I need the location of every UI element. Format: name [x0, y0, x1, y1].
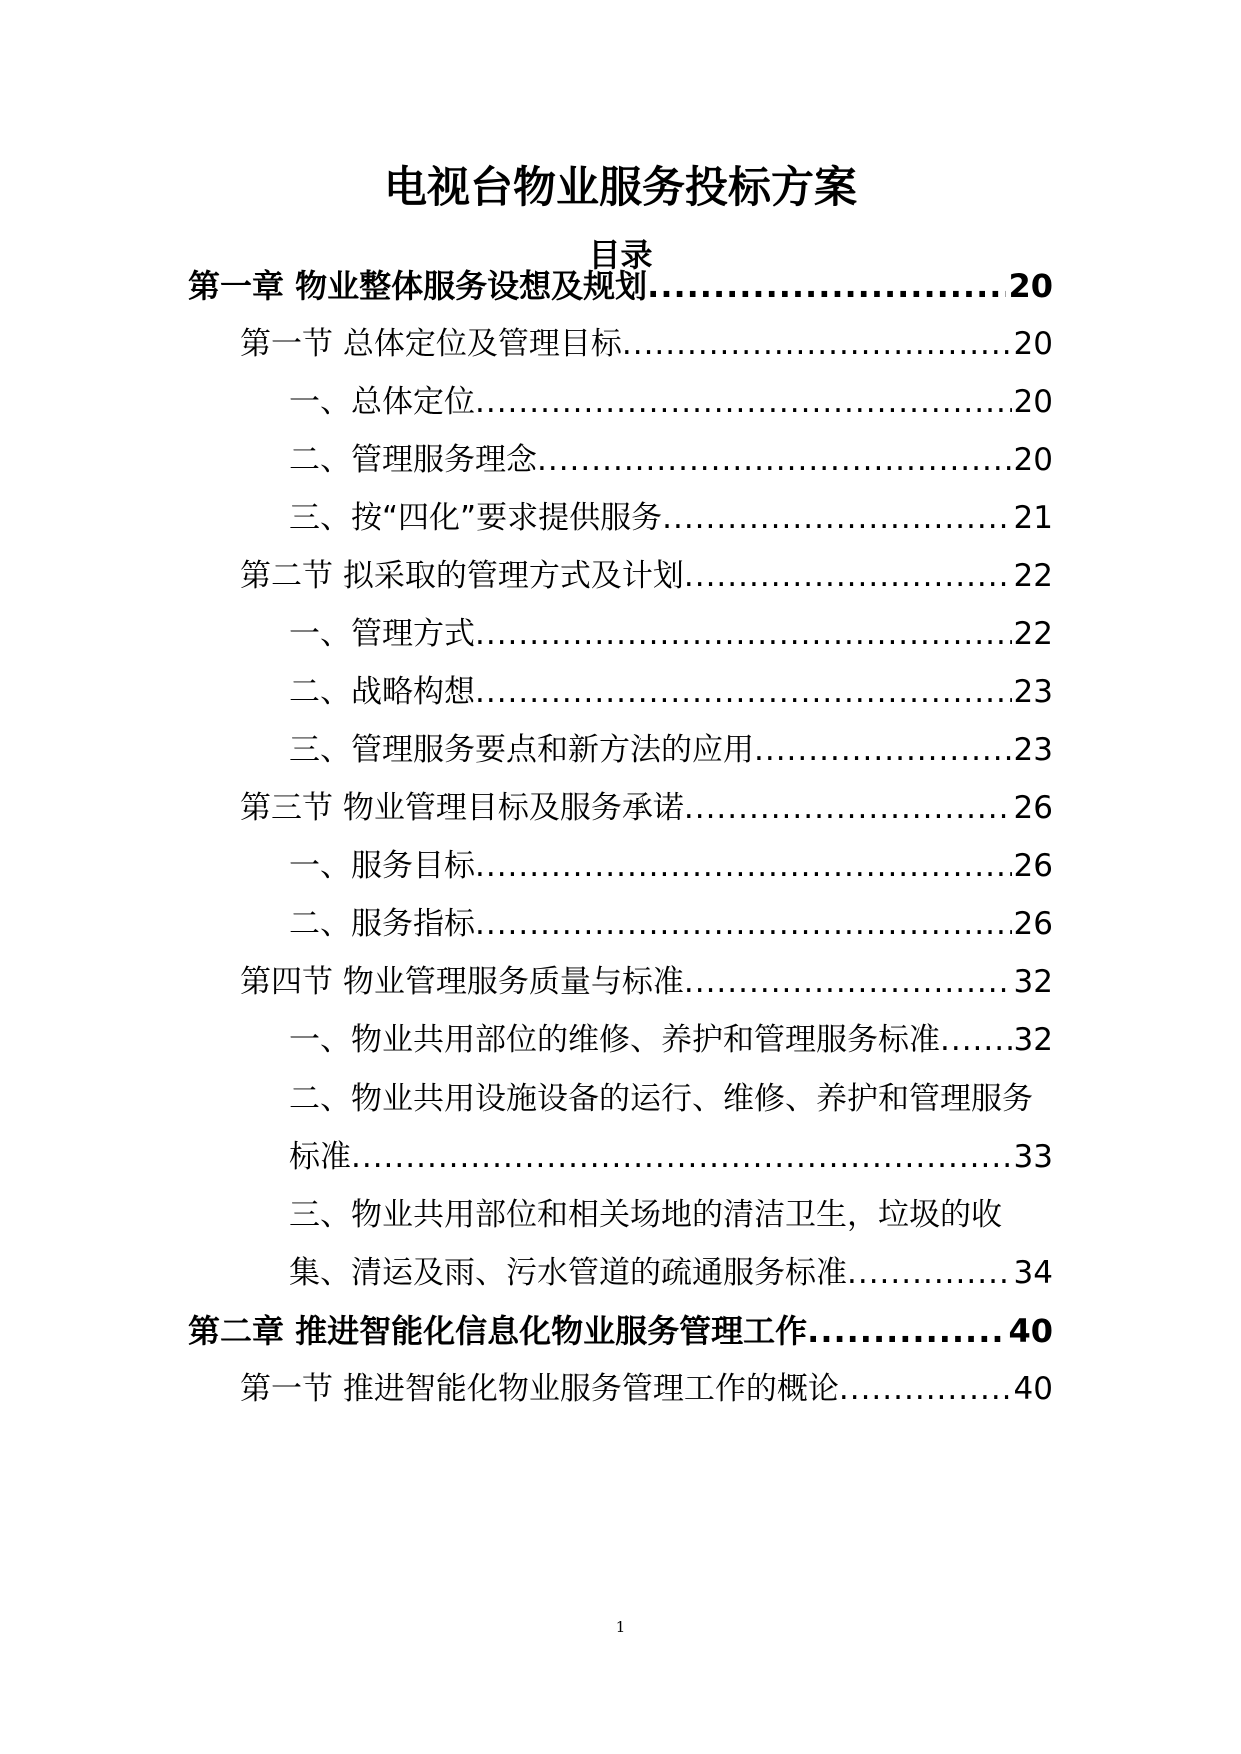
toc-item[interactable] — [289, 495, 1053, 541]
toc-entry-page: 33 — [1013, 1139, 1053, 1175]
toc-entry-label: 第一章 物业整体服务设想及规划 — [188, 267, 648, 305]
toc-entry-label: 第二章 推进智能化信息化物业服务管理工作 — [188, 1312, 808, 1350]
toc-entry-page: 32 — [1013, 1022, 1053, 1058]
toc-entry-page: 23 — [1013, 732, 1053, 768]
toc-entry-page: 20 — [1013, 442, 1053, 478]
dot-leader — [475, 611, 1012, 657]
toc-item[interactable] — [289, 843, 1053, 889]
dot-leader — [940, 1017, 1012, 1063]
toc-entry-label: 一、管理方式 — [289, 616, 475, 652]
toc-entry-page: 32 — [1013, 964, 1053, 1000]
toc-entry-page: 40 — [1013, 1371, 1053, 1407]
toc-entry-label: 一、总体定位 — [289, 384, 475, 420]
toc-entry-label: 第一节 推进智能化物业服务管理工作的概论 — [240, 1371, 839, 1407]
dot-leader — [475, 843, 1012, 889]
dot-leader — [684, 959, 1012, 1005]
toc-entry-label: 二、战略构想 — [289, 674, 475, 710]
dot-leader — [622, 321, 1012, 367]
toc-entry-label: 第二节 拟采取的管理方式及计划 — [240, 558, 684, 594]
document-title: 电视台物业服务投标方案 — [384, 163, 857, 213]
toc-entry-label: 集、清运及雨、污水管道的疏通服务标准 — [289, 1255, 847, 1291]
dot-leader — [662, 495, 1011, 541]
toc-chapter-1[interactable] — [188, 263, 1053, 309]
toc-item[interactable] — [289, 437, 1053, 483]
dot-leader — [754, 727, 1012, 773]
toc-item[interactable] — [289, 901, 1053, 947]
toc-entry-label: 三、按“四化”要求提供服务 — [289, 500, 663, 536]
toc-item[interactable] — [289, 1134, 1053, 1180]
toc-entry-label: 一、服务目标 — [289, 848, 475, 884]
toc-item[interactable] — [289, 669, 1053, 715]
toc-heading: 目录 — [588, 236, 653, 274]
dot-leader — [847, 1250, 1012, 1296]
toc-section-1-1[interactable] — [240, 321, 1053, 367]
toc-entry-page: 20 — [1013, 326, 1053, 362]
toc-entry-page: 20 — [1013, 384, 1053, 420]
toc-entry-page: 40 — [1008, 1312, 1053, 1350]
toc-entry-page: 26 — [1013, 906, 1053, 942]
toc-entry-label: 二、管理服务理念 — [289, 442, 537, 478]
toc-section-1-2[interactable] — [240, 553, 1053, 599]
toc-entry-page: 34 — [1013, 1255, 1053, 1291]
toc-section-2-1[interactable] — [240, 1366, 1053, 1412]
toc-entry-label: 一、物业共用部位的维修、养护和管理服务标准 — [289, 1022, 940, 1058]
toc-entry-page: 22 — [1013, 616, 1053, 652]
dot-leader — [475, 669, 1012, 715]
toc-item[interactable] — [289, 611, 1053, 657]
page-number: 1 — [615, 1618, 626, 1636]
toc-entry-label: 三、管理服务要点和新方法的应用 — [289, 732, 754, 768]
toc-section-1-4[interactable] — [240, 959, 1053, 1005]
toc-item[interactable] — [289, 727, 1053, 773]
dot-leader — [537, 437, 1012, 483]
toc-entry-label: 第四节 物业管理服务质量与标准 — [240, 964, 684, 1000]
toc-entry-page: 26 — [1013, 790, 1053, 826]
toc-entry-label: 第一节 总体定位及管理目标 — [240, 326, 622, 362]
toc-item[interactable] — [289, 379, 1053, 425]
toc-entry-page: 26 — [1013, 848, 1053, 884]
dot-leader — [647, 263, 1006, 309]
toc-item-wrapped-line[interactable]: 二、物业共用设施设备的运行、维修、养护和管理服务 — [289, 1081, 1033, 1117]
toc-entry-label: 第三节 物业管理目标及服务承诺 — [240, 790, 684, 826]
toc-section-1-3[interactable] — [240, 785, 1053, 831]
dot-leader — [475, 379, 1012, 425]
dot-leader — [684, 553, 1012, 599]
toc-entry-page: 23 — [1013, 674, 1053, 710]
toc-entry-page: 22 — [1013, 558, 1053, 594]
toc-item[interactable] — [289, 1250, 1053, 1296]
dot-leader — [475, 901, 1012, 947]
dot-leader — [807, 1308, 1006, 1354]
toc-entry-page: 20 — [1008, 267, 1053, 305]
dot-leader — [351, 1134, 1012, 1180]
toc-item-wrapped-line[interactable]: 三、物业共用部位和相关场地的清洁卫生，垃圾的收 — [289, 1197, 1002, 1233]
dot-leader — [839, 1366, 1012, 1412]
toc-entry-label: 标准 — [289, 1139, 351, 1175]
toc-entry-page: 21 — [1013, 500, 1053, 536]
dot-leader — [684, 785, 1012, 831]
toc-item[interactable] — [289, 1017, 1053, 1063]
toc-entry-label: 二、服务指标 — [289, 906, 475, 942]
toc-chapter-2[interactable] — [188, 1308, 1053, 1354]
